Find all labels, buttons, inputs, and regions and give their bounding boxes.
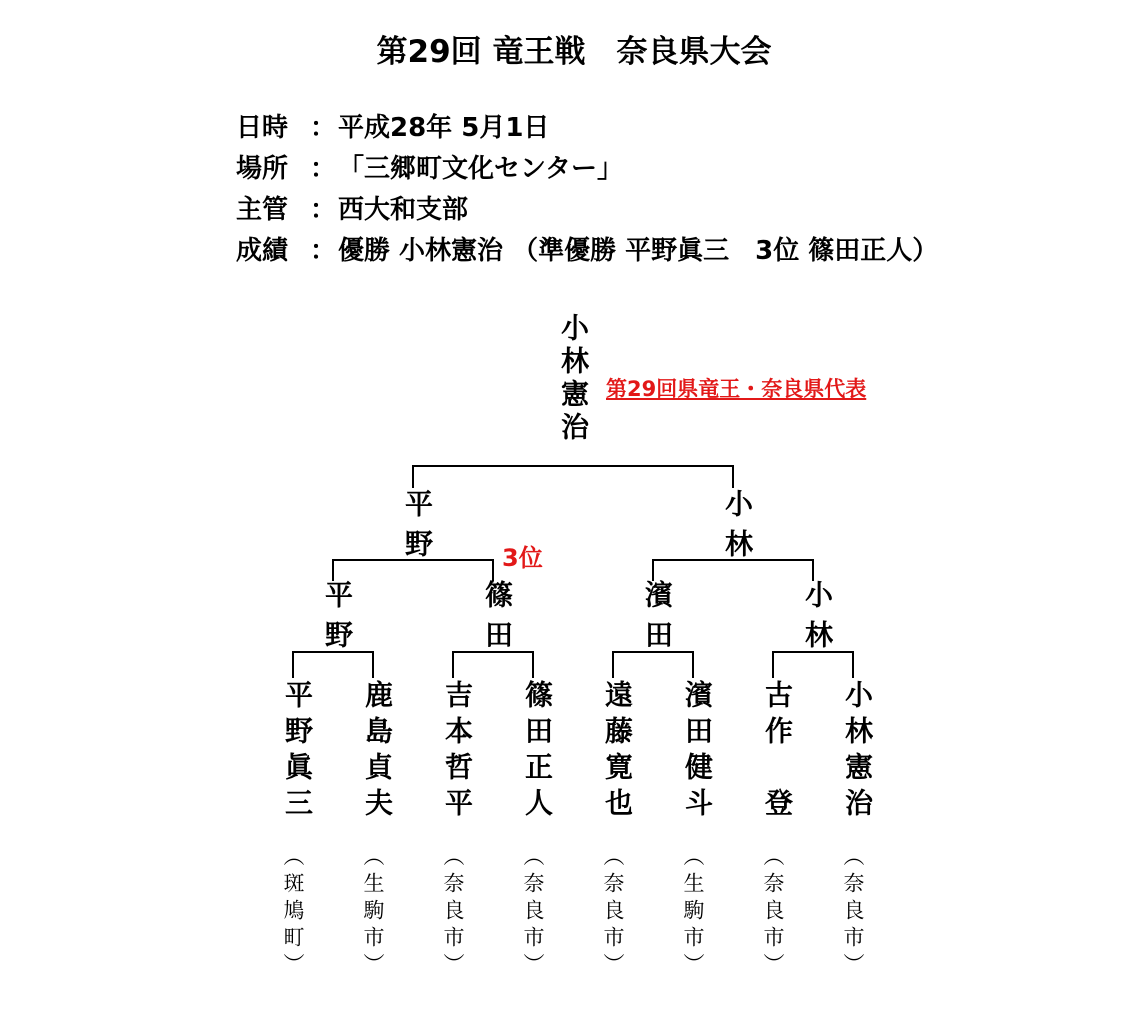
player-city: （生駒市） <box>361 845 385 980</box>
semi-a-name: 平野 <box>321 580 354 660</box>
player-name: 鹿島貞夫 <box>361 680 394 824</box>
info-organizer-sep: ： <box>309 195 336 225</box>
semi-d-name: 小林 <box>801 580 834 660</box>
champion-note: 第29回県竜王・奈良県代表 <box>606 377 867 401</box>
info-venue-sep: ： <box>309 154 336 184</box>
final-right-name: 小林 <box>721 489 754 569</box>
player-name: 古作 登 <box>761 680 794 824</box>
info-results-sep: ： <box>309 236 336 266</box>
player-name: 篠田正人 <box>521 680 554 824</box>
champion-name: 小林憲治 <box>557 313 590 445</box>
player-name: 吉本哲平 <box>441 680 474 824</box>
info-date-label: 日時 <box>236 113 289 143</box>
info-venue-label: 場所 <box>236 154 289 184</box>
player-city: （奈良市） <box>761 845 785 980</box>
final-left-name: 平野 <box>401 489 434 569</box>
bracket-line-final <box>413 466 733 488</box>
player-name: 小林憲治 <box>841 680 874 824</box>
player-city: （斑鳩町） <box>281 845 305 980</box>
info-results-value: 優勝 小林憲治 （準優勝 平野眞三 3位 篠田正人） <box>338 236 939 266</box>
third-place-label: 3位 <box>502 544 543 572</box>
player-city: （奈良市） <box>841 845 865 980</box>
player-city: （生駒市） <box>681 845 705 980</box>
info-organizer-label: 主管 <box>236 195 289 225</box>
info-date-sep: ： <box>309 113 336 143</box>
player-city: （奈良市） <box>601 845 625 980</box>
info-organizer-value: 西大和支部 <box>338 195 469 225</box>
semi-c-name: 濱田 <box>641 580 674 660</box>
info-venue-value: 「三郷町文化センター」 <box>338 154 623 184</box>
page-title: 第29回 竜王戦 奈良県大会 <box>376 34 772 70</box>
info-date-value: 平成28年 5月1日 <box>338 113 550 143</box>
info-results-label: 成績 <box>236 236 289 266</box>
player-name: 遠藤寛也 <box>601 680 634 824</box>
player-city: （奈良市） <box>521 845 545 980</box>
player-name: 濱田健斗 <box>681 680 714 824</box>
player-city: （奈良市） <box>441 845 465 980</box>
player-name: 平野眞三 <box>281 680 314 824</box>
semi-b-name: 篠田 <box>481 580 514 660</box>
